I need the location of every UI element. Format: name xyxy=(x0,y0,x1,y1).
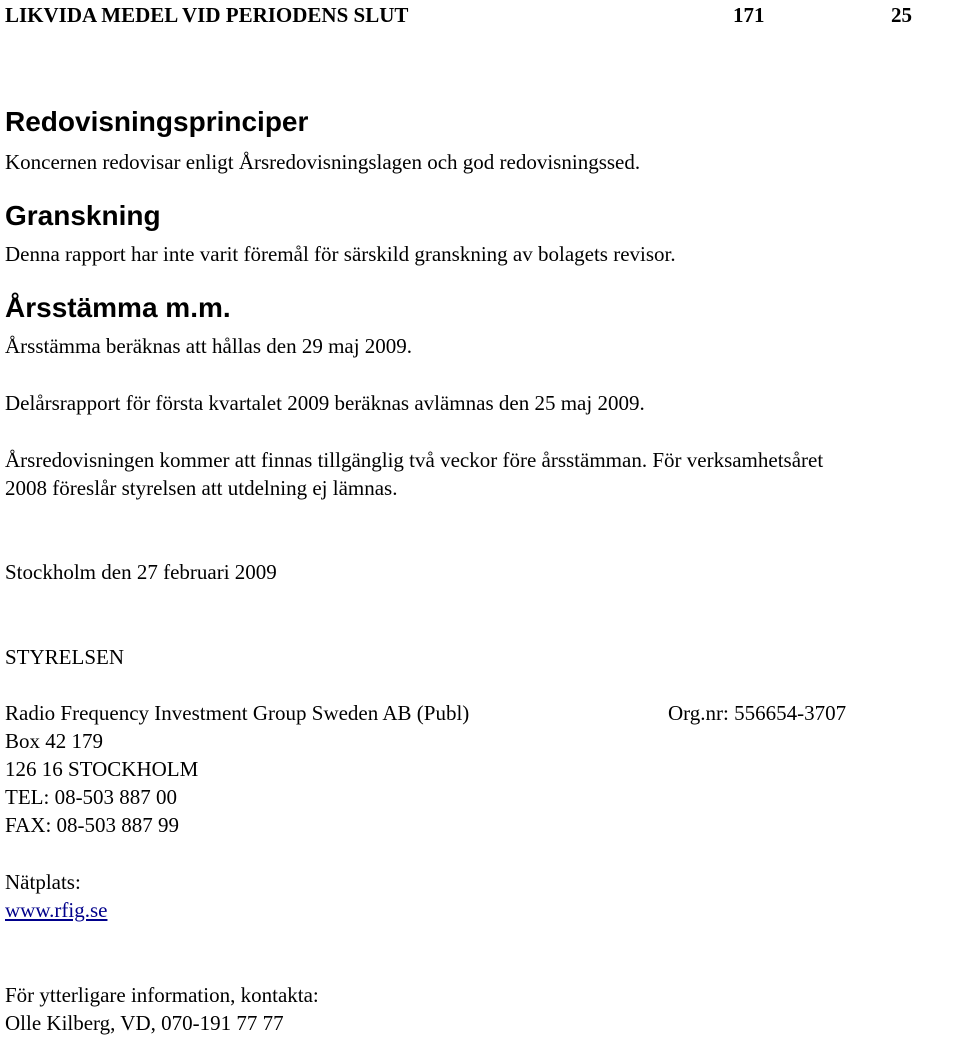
fax: FAX: 08-503 887 99 xyxy=(5,813,180,837)
website-label: Nätplats: xyxy=(5,870,81,894)
org-number: Org.nr: 556654-3707 xyxy=(668,701,847,725)
contact-person: Olle Kilberg, VD, 070-191 77 77 xyxy=(5,1011,284,1035)
row-label: LIKVIDA MEDEL VID PERIODENS SLUT xyxy=(5,3,409,27)
agm-date-text: Årsstämma beräknas att hållas den 29 maj 2009. xyxy=(5,334,413,358)
dividend-text: 2008 föreslår styrelsen att utdelning ej lämnas. xyxy=(5,476,398,500)
accounting-heading: Redovisningsprinciper xyxy=(5,106,309,137)
postal-address: 126 16 STOCKHOLM xyxy=(5,757,199,781)
telephone: TEL: 08-503 887 00 xyxy=(5,785,178,809)
website-link[interactable]: www.rfig.se xyxy=(5,898,108,922)
place-date: Stockholm den 27 februari 2009 xyxy=(5,560,277,584)
accounting-text: Koncernen redovisar enligt Årsredovisningslagen och god redovisningssed. xyxy=(5,150,641,174)
contact-label: För ytterligare information, kontakta: xyxy=(5,983,319,1007)
audit-heading: Granskning xyxy=(5,200,161,231)
board-label: STYRELSEN xyxy=(5,645,125,669)
company-name: Radio Frequency Investment Group Sweden AB (Publ) xyxy=(5,701,470,725)
annual-report-text: Årsredovisningen kommer att finnas tillgänglig två veckor före årsstämman. För verksamhetsåret xyxy=(5,448,824,472)
row-value-current: 171 xyxy=(733,3,765,27)
interim-report-text: Delårsrapport för första kvartalet 2009 beräknas avlämnas den 25 maj 2009. xyxy=(5,391,645,415)
row-value-previous: 25 xyxy=(891,3,912,27)
audit-text: Denna rapport har inte varit föremål för särskild granskning av bolagets revisor. xyxy=(5,242,676,266)
postal-box: Box 42 179 xyxy=(5,729,104,753)
agm-heading: Årsstämma m.m. xyxy=(5,292,231,323)
